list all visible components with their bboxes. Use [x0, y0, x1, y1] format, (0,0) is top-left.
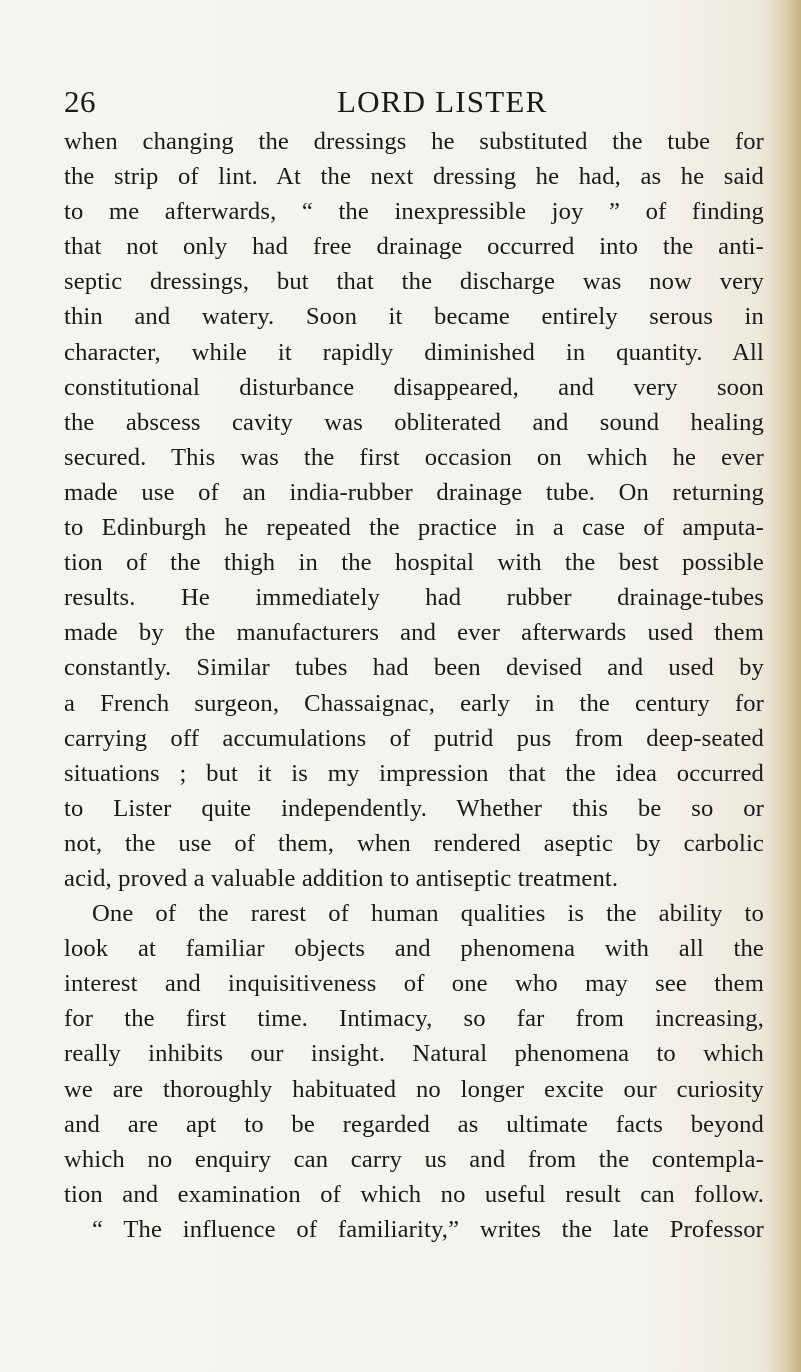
text-line: which no enquiry can carry us and from the contempla-	[64, 1145, 764, 1173]
text-line: the strip of lint. At the next dressing he had, as he said	[64, 163, 764, 191]
text-line: made by the manufacturers and ever afterwards used them	[64, 619, 764, 647]
text-line: results. He immediately had rubber drainage-tubes	[64, 584, 764, 612]
text-line: carrying off accumulations of putrid pus from deep-seated	[64, 724, 764, 752]
page-number: 26	[64, 84, 96, 119]
text-line: to Edinburgh he repeated the practice in a case of amputa-	[64, 514, 764, 542]
text-line: tion and examination of which no useful result can follow.	[64, 1180, 764, 1208]
text-line: One of the rarest of human qualities is the ability to	[92, 900, 764, 928]
text-line: look at familiar objects and phenomena with all the	[64, 935, 764, 963]
text-line: constantly. Similar tubes had been devised and used by	[64, 654, 764, 682]
text-line: “ The influence of familiarity,” writes the late Professor	[92, 1215, 764, 1243]
page-edge-discoloration	[767, 0, 801, 1372]
text-line: acid, proved a valuable addition to antiseptic treatment.	[64, 864, 619, 892]
text-line: septic dressings, but that the discharge was now very	[64, 268, 764, 296]
text-line: secured. This was the first occasion on which he ever	[64, 443, 764, 471]
text-line: constitutional disturbance disappeared, and very soon	[64, 373, 764, 401]
text-line: we are thoroughly habituated no longer excite our curiosity	[64, 1075, 764, 1103]
text-line: character, while it rapidly diminished in quantity. All	[64, 338, 764, 366]
body-text	[64, 124, 764, 1247]
text-line: interest and inquisitiveness of one who may see them	[64, 970, 764, 998]
text-line: to me afterwards, “ the inexpressible joy ” of finding	[64, 198, 764, 226]
text-line: to Lister quite independently. Whether this be so or	[64, 794, 764, 822]
text-line: thin and watery. Soon it became entirely serous in	[64, 303, 764, 331]
text-line: made use of an india-rubber drainage tube. On returning	[64, 478, 764, 506]
text-line: a French surgeon, Chassaignac, early in the century for	[64, 689, 764, 717]
page-header	[64, 82, 764, 122]
text-line: and are apt to be regarded as ultimate facts beyond	[64, 1110, 764, 1138]
text-line: not, the use of them, when rendered aseptic by carbolic	[64, 829, 764, 857]
text-line: really inhibits our insight. Natural phenomena to which	[64, 1040, 764, 1068]
text-line: when changing the dressings he substituted the tube for	[64, 128, 764, 155]
text-line: the abscess cavity was obliterated and sound healing	[64, 408, 764, 436]
text-line: for the first time. Intimacy, so far from increasing,	[64, 1005, 764, 1033]
running-head: LORD LISTER	[337, 84, 548, 119]
text-line: tion of the thigh in the hospital with the best possible	[64, 549, 764, 577]
text-line: situations ; but it is my impression that the idea occurred	[64, 759, 764, 787]
text-line: that not only had free drainage occurred into the anti-	[64, 233, 764, 261]
